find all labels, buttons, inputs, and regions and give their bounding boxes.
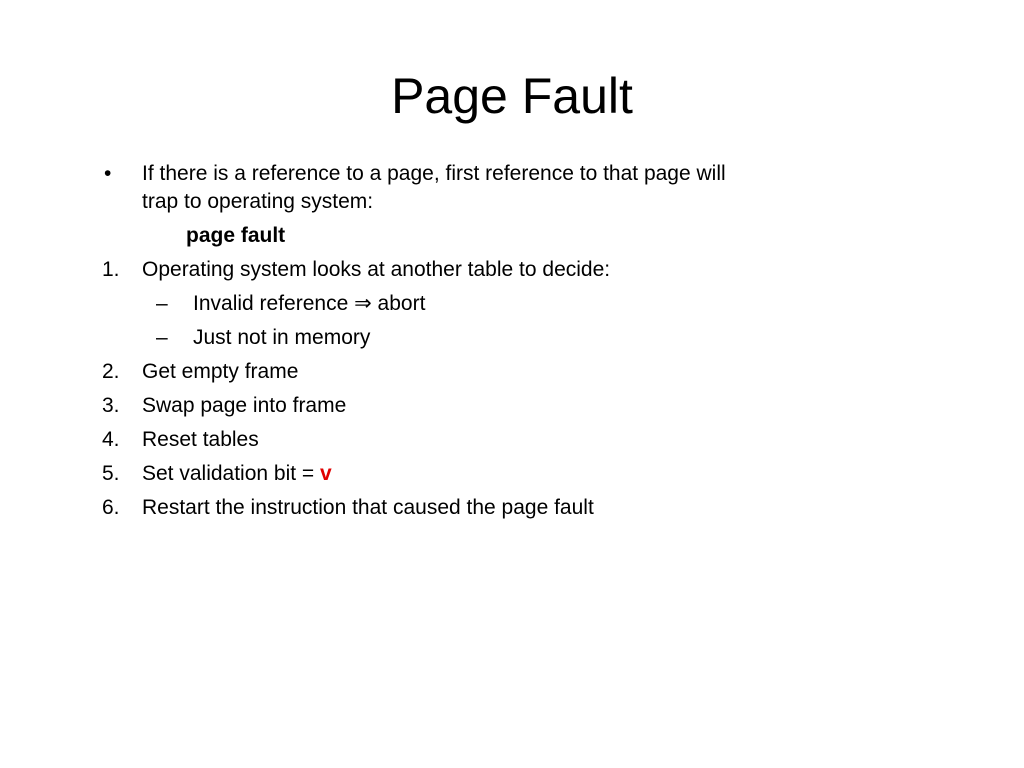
- bullet-text-line-1: If there is a reference to a page, first reference to that page will: [142, 162, 726, 185]
- subitem-1-text-after: abort: [371, 292, 426, 315]
- subitem-1-marker: –: [156, 292, 168, 315]
- subitem-1-text-before: Invalid reference: [193, 292, 355, 315]
- step-2-number: 2.: [102, 360, 120, 383]
- step-5-text: [142, 460, 332, 488]
- subitem-2-text: Just not in memory: [193, 326, 371, 349]
- step-6-text: Restart the instruction that caused the page fault: [142, 496, 594, 519]
- step-4-text: Reset tables: [142, 428, 259, 451]
- bullet-marker: •: [104, 162, 112, 185]
- implies-arrow-icon: ⇒: [354, 292, 372, 315]
- subitem-2-marker: –: [156, 326, 168, 349]
- step-5-number: 5.: [102, 462, 120, 485]
- step-4-number: 4.: [102, 428, 120, 451]
- step-3-number: 3.: [102, 394, 120, 417]
- step-3-text: Swap page into frame: [142, 394, 347, 417]
- step-5-label: Set validation bit =: [142, 462, 321, 485]
- bullet-text-line-2: trap to operating system:: [142, 190, 374, 213]
- step-1-text: Operating system looks at another table to decide:: [142, 258, 611, 281]
- validation-bit-value: v: [320, 462, 332, 485]
- step-2-text: Get empty frame: [142, 360, 299, 383]
- step-1-number: 1.: [102, 258, 120, 281]
- slide-title: Page Fault: [391, 68, 633, 124]
- page-fault-emphasis: page fault: [186, 224, 286, 247]
- subitem-1-text: [193, 290, 425, 318]
- step-6-number: 6.: [102, 496, 120, 519]
